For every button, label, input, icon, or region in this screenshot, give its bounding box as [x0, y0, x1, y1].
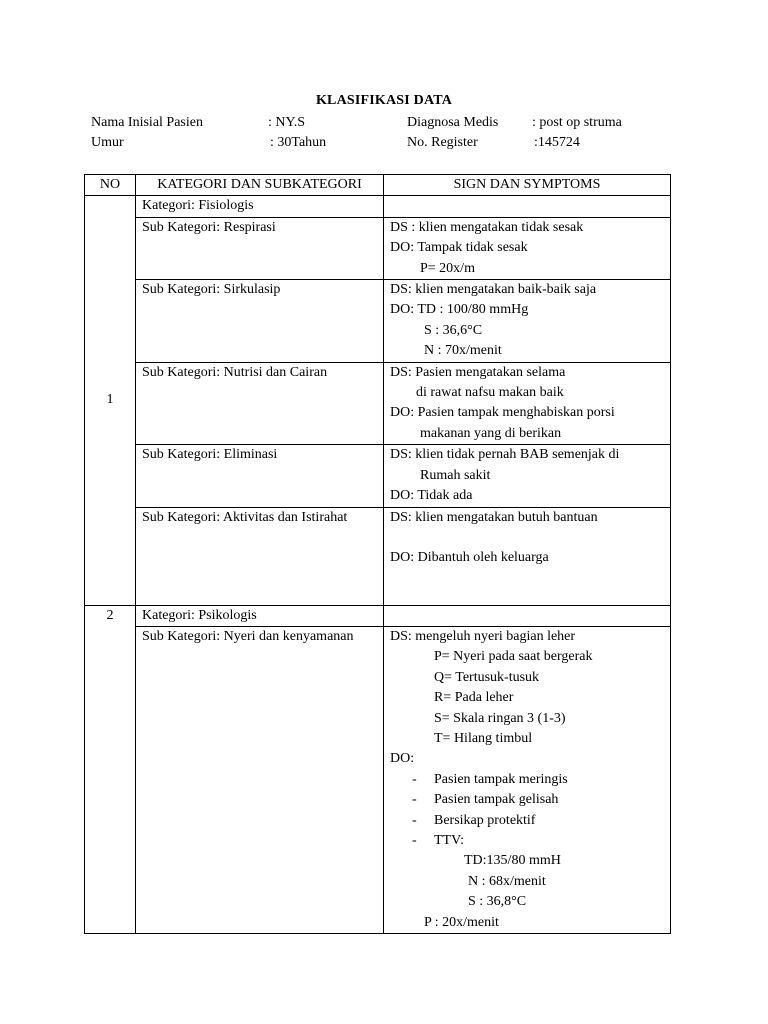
subcategory-sirkulasi: Sub Kategori: Sirkulasip [136, 280, 384, 363]
table-row [85, 605, 671, 626]
sign-line: N : 68x/menit [468, 873, 546, 889]
sign-line: DS : klien mengatakan tidak sesak [390, 219, 584, 235]
sign-line: S= Skala ringan 3 (1-3) [434, 710, 566, 726]
sign-line: N : 70x/menit [424, 343, 502, 359]
table-row [85, 626, 671, 933]
sign-line: R= Pada leher [434, 690, 514, 706]
table-row [85, 280, 671, 363]
bullet-dash: - [412, 792, 417, 808]
signs-respirasi [384, 217, 671, 279]
sign-line: DS: klien mengatakan butuh bantuan [390, 509, 598, 525]
signs-eliminasi [384, 445, 671, 507]
signs-nutrisi [384, 362, 671, 445]
sign-line: P= Nyeri pada saat bergerak [434, 649, 593, 665]
bullet-text: Pasien tampak gelisah [434, 792, 559, 808]
table-row [85, 196, 671, 217]
bullet-item [390, 790, 664, 810]
table-row [85, 362, 671, 445]
subcategory-eliminasi: Sub Kategori: Eliminasi [136, 445, 384, 507]
header-no: NO [85, 175, 136, 196]
age-value: : 30Tahun [270, 135, 327, 150]
empty-cell [384, 196, 671, 217]
sign-line: Rumah sakit [420, 467, 491, 483]
category-label: Kategori: Psikologis [136, 605, 384, 626]
subcategory-nutrisi: Sub Kategori: Nutrisi dan Cairan [136, 362, 384, 445]
sign-line: S : 36,6°C [424, 322, 483, 338]
sign-line: T= Hilang timbul [434, 730, 533, 746]
bullet-item [390, 831, 664, 851]
signs-sirkulasi [384, 280, 671, 363]
bullet-text: Pasien tampak meringis [434, 771, 568, 787]
sign-line: S : 36,8°C [468, 894, 527, 910]
sign-line: DO: Tidak ada [390, 488, 473, 504]
table-row [85, 217, 671, 279]
bullet-item [390, 811, 664, 831]
bullet-text: TTV: [434, 832, 465, 848]
sign-line: makanan yang di berikan [420, 425, 562, 441]
row-number: 2 [85, 605, 136, 934]
data-classification-table [84, 174, 671, 934]
signs-nyeri [384, 626, 671, 933]
sign-line: Q= Tertusuk-tusuk [434, 669, 540, 685]
age-label: Umur [91, 135, 124, 150]
diagnosis-value: : post op struma [532, 115, 622, 130]
subcategory-aktivitas: Sub Kategori: Aktivitas dan Istirahat [136, 507, 384, 605]
page-title: KLASIFIKASI DATA [315, 93, 453, 108]
bullet-dash: - [412, 832, 417, 848]
signs-aktivitas [384, 507, 671, 605]
diagnosis-label: Diagnosa Medis [407, 115, 499, 130]
table-header-row [85, 175, 671, 196]
register-value: :145724 [534, 135, 580, 150]
bullet-text: Bersikap protektif [434, 812, 536, 828]
bullet-dash: - [412, 812, 417, 828]
table-row [85, 445, 671, 507]
sign-line: DS: klien mengatakan baik-baik saja [390, 282, 597, 298]
bullet-dash: - [412, 771, 417, 787]
table-row [85, 507, 671, 605]
category-label: Kategori: Fisiologis [136, 196, 384, 217]
sign-line: DO: Pasien tampak menghabiskan porsi [390, 405, 615, 421]
sign-line: P= 20x/m [420, 260, 475, 276]
sign-line: P : 20x/menit [424, 914, 499, 930]
header-category: KATEGORI DAN SUBKATEGORI [136, 175, 384, 196]
empty-cell [384, 605, 671, 626]
sign-line: DS: mengeluh nyeri bagian leher [390, 628, 576, 644]
sign-line: TD:135/80 mmH [464, 853, 561, 869]
sign-line: DO: TD : 100/80 mmHg [390, 302, 529, 318]
sign-line: DO: Tampak tidak sesak [390, 240, 528, 256]
sign-line: di rawat nafsu makan baik [416, 385, 564, 401]
patient-name-label: Nama Inisial Pasien [91, 115, 203, 130]
subcategory-nyeri: Sub Kategori: Nyeri dan kenyamanan [136, 626, 384, 933]
sign-line: DO: Dibantuh oleh keluarga [390, 549, 549, 565]
sign-line: DS: Pasien mengatakan selama [390, 364, 566, 380]
bullet-item [390, 770, 664, 790]
register-label: No. Register [407, 135, 478, 150]
row-number: 1 [85, 196, 136, 605]
header-signs: SIGN DAN SYMPTOMS [384, 175, 671, 196]
subcategory-respirasi: Sub Kategori: Respirasi [136, 217, 384, 279]
patient-name-value: : NY.S [268, 115, 306, 130]
sign-line: DO: [390, 751, 415, 767]
sign-line: DS: klien tidak pernah BAB semenjak di [390, 447, 620, 463]
